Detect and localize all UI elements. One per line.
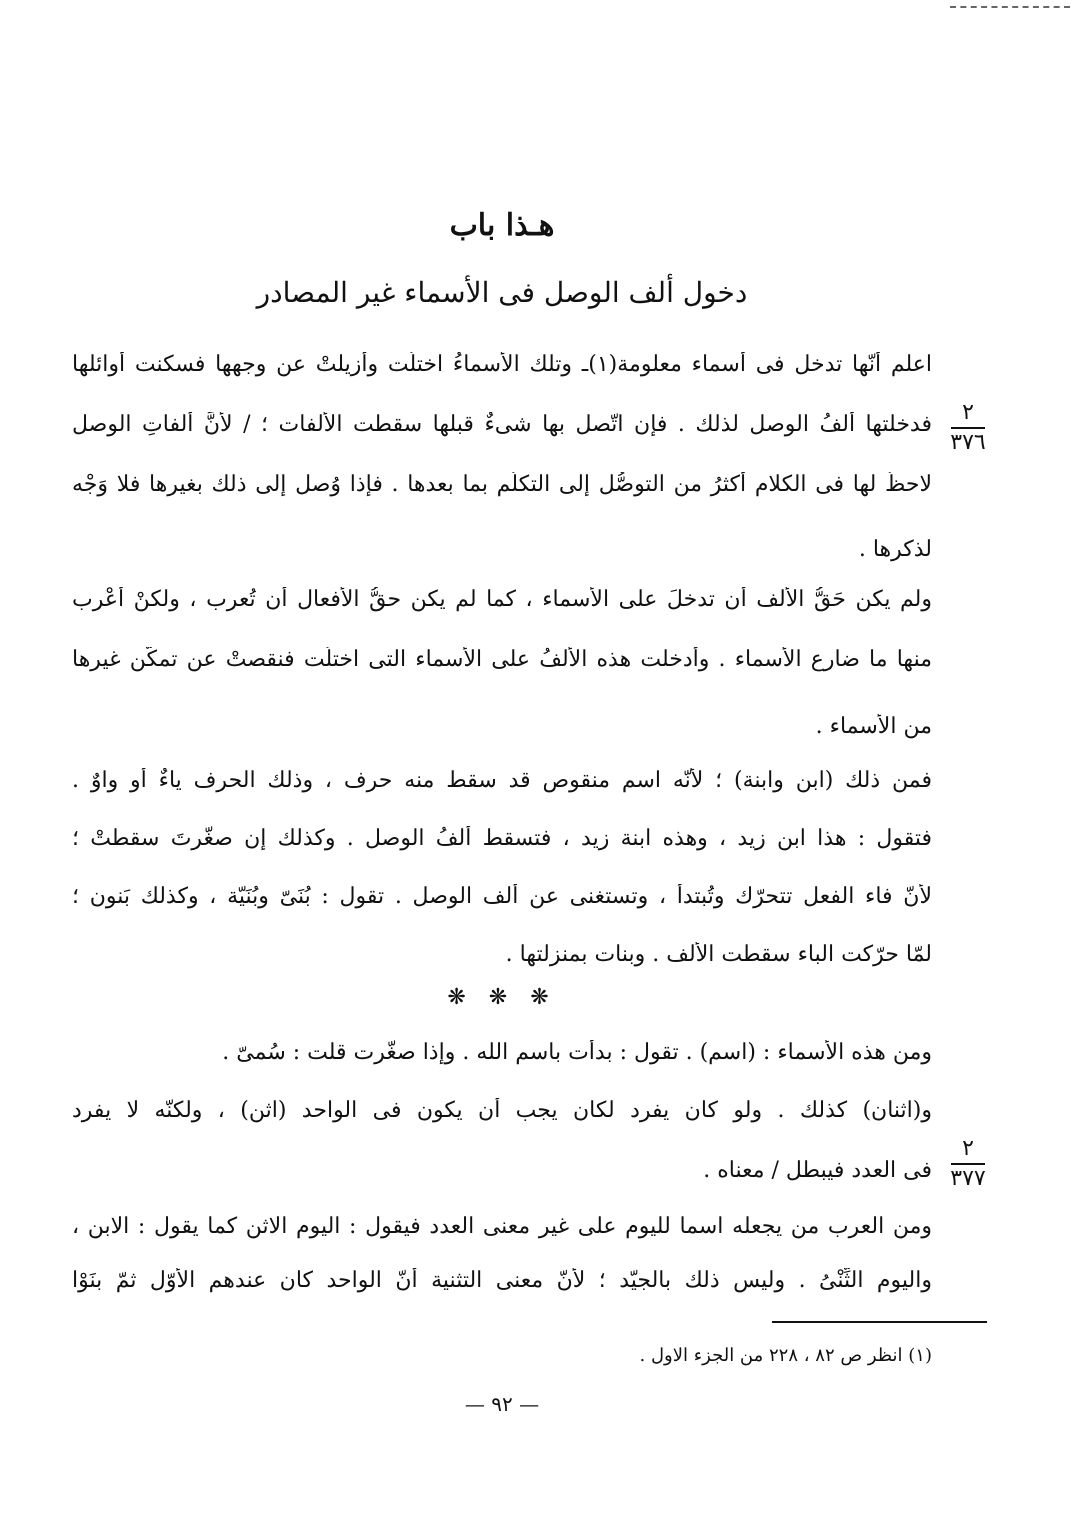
text-line-15: ومن العرب من يجعله اسما لليوم على غير معنى العدد فيقول : اليوم الاثن كما يقول : الابن ، [72,1214,932,1239]
chapter-heading: هـذا باب [449,208,555,243]
margin-reference-2-page: ٣٧٧ [950,1166,986,1191]
margin-reference-1-rule [951,427,985,429]
text-line-2: فدخلتها ألفُ الوصل لذلك . فإن اتّصل بها شىءٌ قبلها سقطت الألفات ؛ / لأنَّ ألفاتِ الوصل [72,412,932,437]
margin-reference-1-volume: ٢ [962,400,974,425]
margin-reference-2 [938,1136,998,1192]
text-line-5: ولم يكن حَقُّ الألف أن تدخلَ على الأسماء ، كما لم يكن حقُّ الأفعال أن تُعرب ، ولكنْ أُعْرِب [72,587,932,612]
text-line-10: لأنّ فاء الفعل تتحرّك وتُبتدأ ، وتستغنى عن ألف الوصل . تقول : بُنَىّ وبُنَيّة ، وكذلك بَنون ؛ [72,884,932,909]
margin-reference-1 [938,400,998,456]
text-line-9: فتقول : هذا ابن زيد ، وهذه ابنة زيد ، فتسقط ألفُ الوصل . وكذلك إن صغّرتَ سقطتْ ؛ [72,826,932,851]
footnote: (١) انظر ص ٨٢ ، ٢٢٨ من الجزء الاول . [639,1345,932,1366]
text-line-4: لذكرها . [858,537,932,562]
text-line-13: و(اثنان) كذلك . ولو كان يفرد لكان يجب أن يكون فى الواحد (اثن) ، ولكنّه لا يفرد [72,1098,932,1123]
margin-reference-1-page: ٣٧٦ [950,430,986,455]
text-line-16: واليوم الثِّنْىُ . وليس ذلك بالجيّد ؛ لأنّ معنى التثنية أنّ الواحد كان عندهم الأوّل ثمّ بنَوْا [72,1268,932,1293]
footnote-rule [772,1321,987,1323]
chapter-subheading: دخول ألف الوصل فى الأسماء غير المصادر [256,276,748,309]
margin-reference-2-rule [951,1163,985,1165]
section-separator: ❋ ❋ ❋ [447,985,557,1010]
page-number: — ٩٢ — [464,1392,540,1416]
text-line-8: فمن ذلك (ابن وابنة) ؛ لأنّه اسم منقوص قد سقط منه حرف ، وذلك الحرف ياءٌ أو واوٌ . [72,768,932,793]
top-edge-rule [950,6,1070,8]
margin-reference-2-volume: ٢ [962,1136,974,1161]
text-line-7: من الأسماء . [815,714,932,739]
text-line-11: لمّا حرّكت الباء سقطت الألف . وبنات بمنزلتها . [505,942,932,967]
text-line-14: فى العدد فيبطل / معناه . [703,1158,932,1183]
text-line-12: ومن هذه الأسماء : (اسم) . تقول : بدأت باسم الله . وإذا صغّرت قلت : سُمىّ . [222,1040,932,1065]
text-line-3: لاحظّ لها فى الكلام أكثرُ من التوصُّل إلى التكلُّم بما بعدها . فإذا وُصل إلى ذلك بغيرها فلا وَجْه [72,472,932,497]
text-line-6: منها ما ضارع الأسماء . وأُدخلت هذه الألفُ على الأسماء التى اختلّت فنقصتْ عن تمكُّن غيرها [72,647,932,672]
text-line-1: اعلم أنّها تدخل فى أسماء معلومة(١)ـ وتلك الأسماءُ اختلّت وأُزيلتْ عن وجهها فسكنت أوائلها [72,352,932,377]
